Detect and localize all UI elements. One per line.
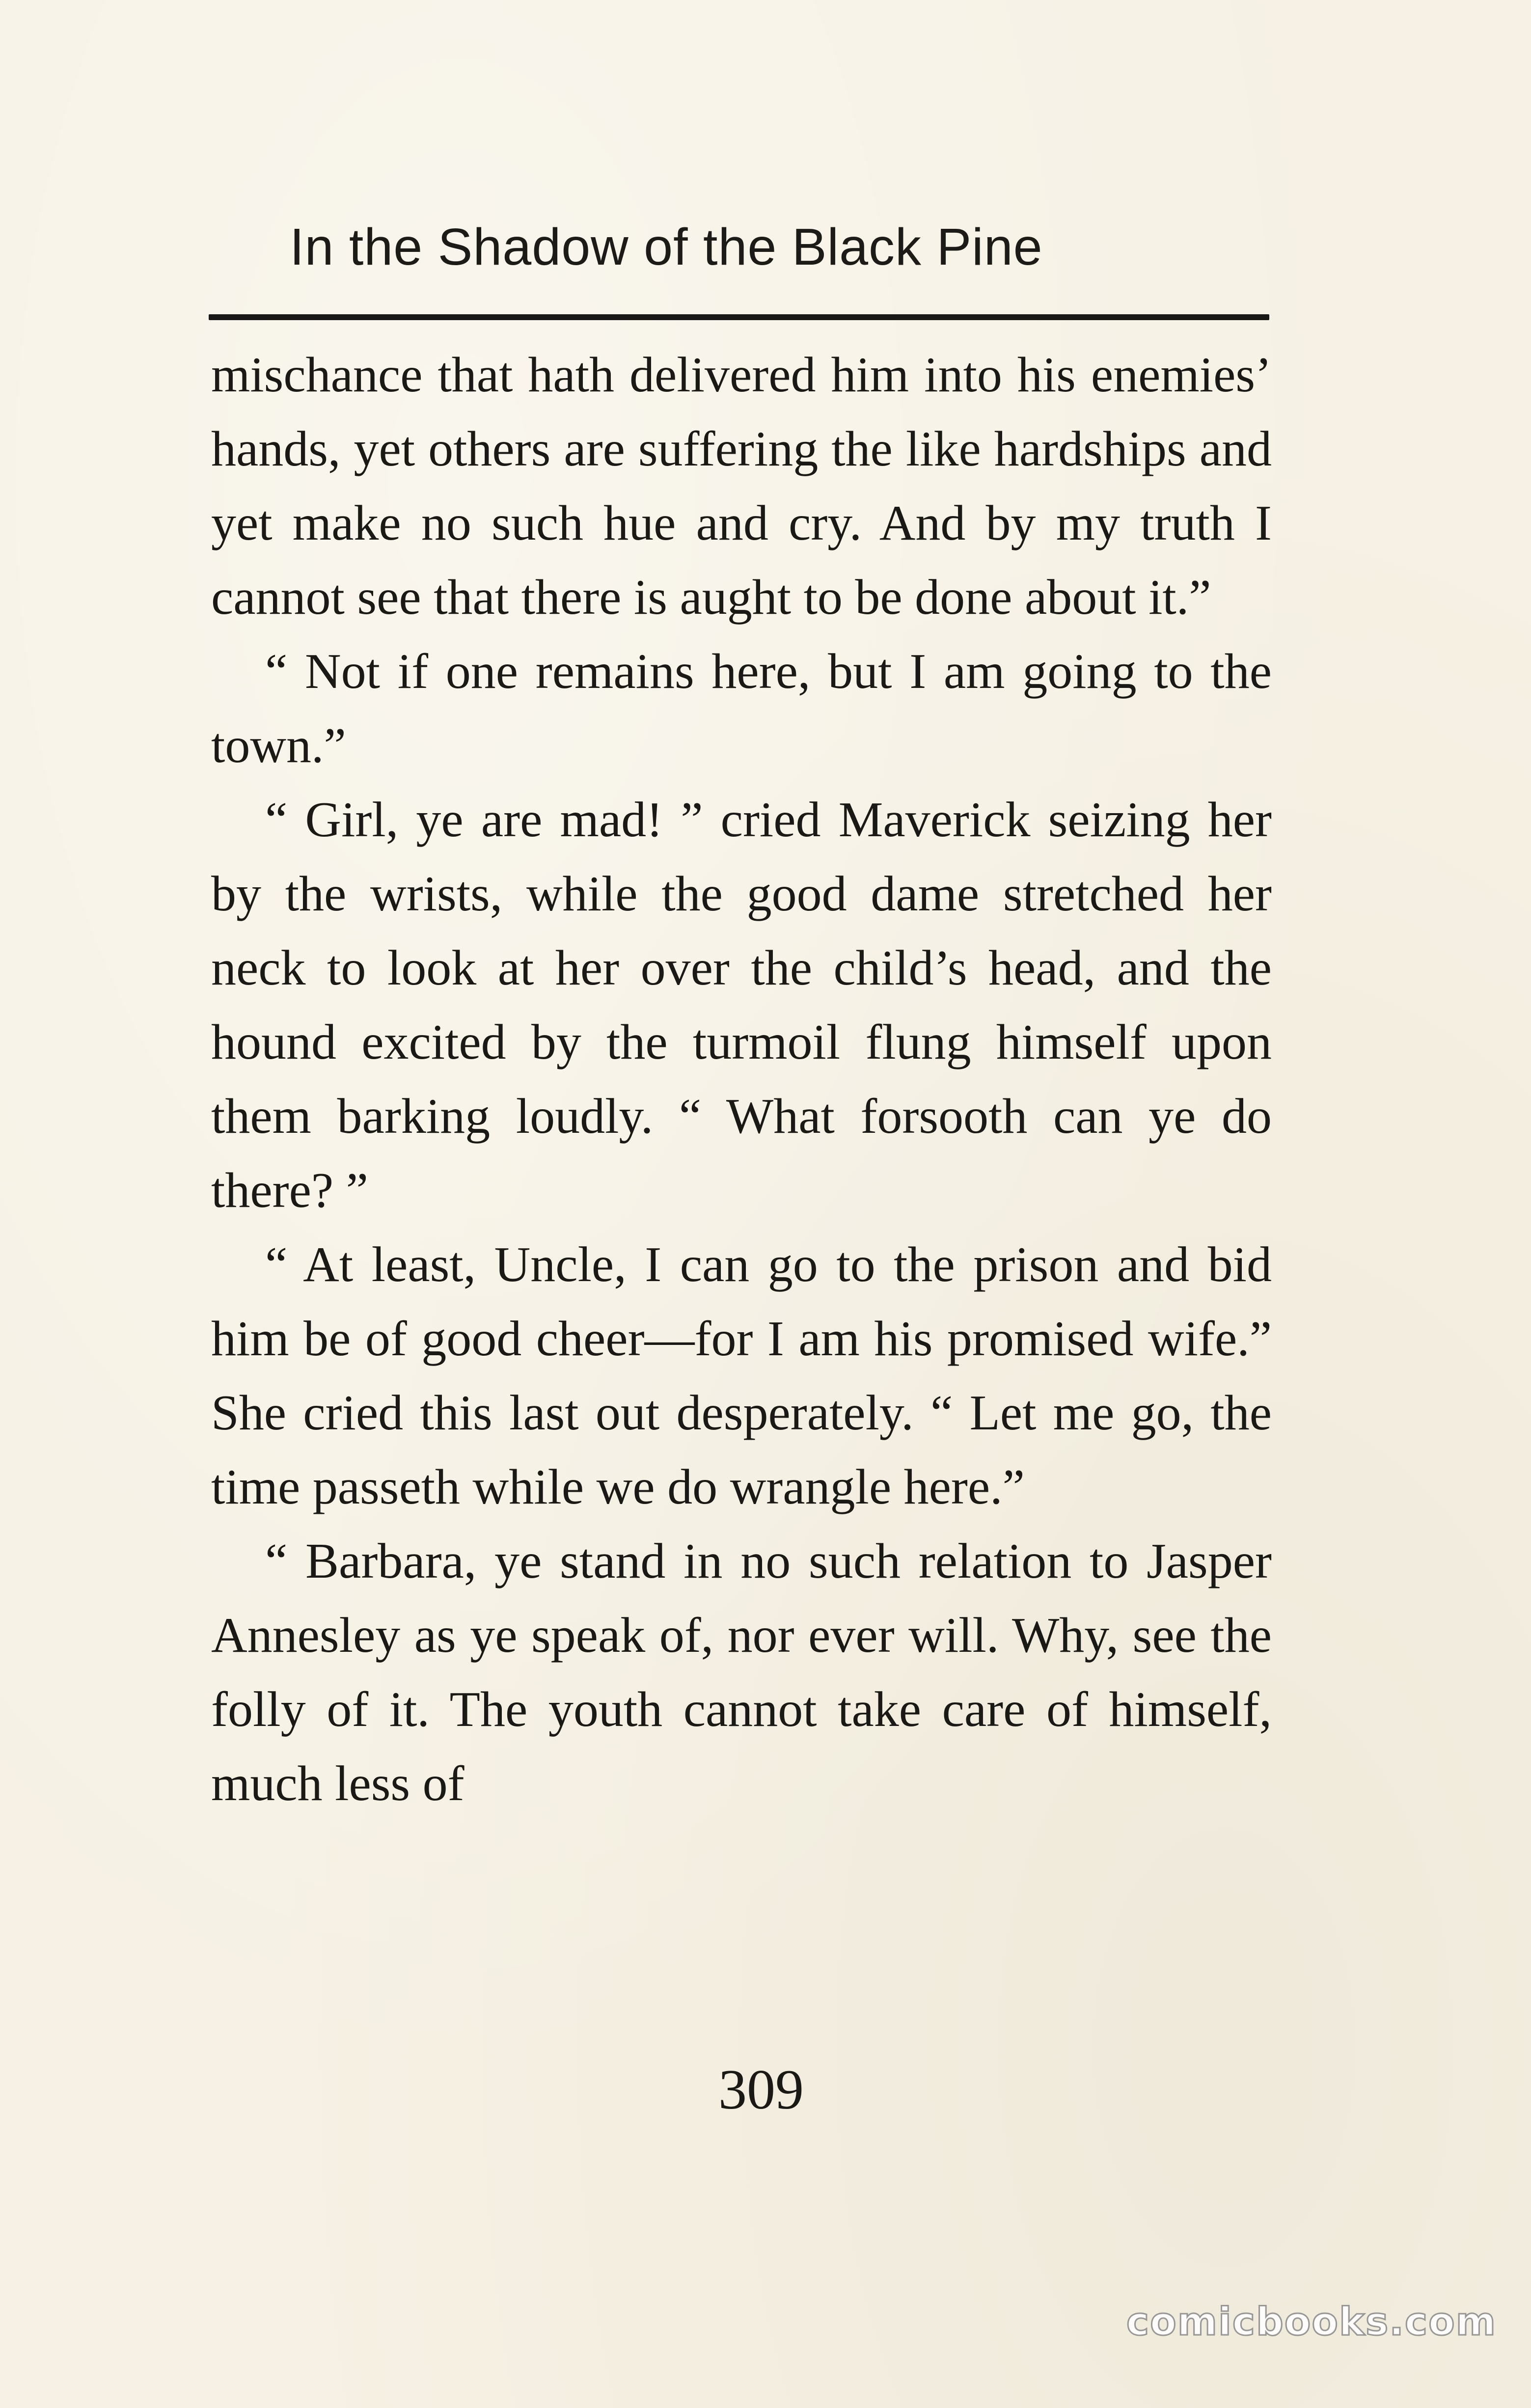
page-number: 309: [718, 2058, 804, 2121]
running-head-title: In the Shadow of the Black Pine: [290, 218, 1043, 276]
watermark: comicbooks.com: [1126, 2300, 1497, 2344]
header-rule: [209, 314, 1269, 320]
paragraph-2: “ Not if one remains here, but I am going to the town.”: [211, 644, 1272, 773]
paragraph-4: “ At least, Uncle, I can go to the prison and bid him be of good cheer—for I am his promised wife.” She cried this last out desperately. “ Let me go, the time passeth while we do wrangle here.”: [211, 1237, 1272, 1515]
body-text: [211, 338, 1272, 1821]
paragraph-5: “ Barbara, ye stand in no such relation to Jasper Annesley as ye speak of, nor ever will. Why, see the folly of it. The youth cannot take care of himself, much less of: [211, 1533, 1272, 1811]
paragraph-1: mischance that hath delivered him into his enemies’ hands, yet others are suffering the like hardships and yet make no such hue and cry. And by my truth I cannot see that there is aught to be done about it.”: [211, 347, 1272, 625]
paragraph-3: “ Girl, ye are mad! ” cried Maverick seizing her by the wrists, while the good dame stretched her neck to look at her over the child’s head, and the hound excited by the turmoil flung himself upon them barking loudly. “ What forsooth can ye do there? ”: [211, 792, 1272, 1218]
